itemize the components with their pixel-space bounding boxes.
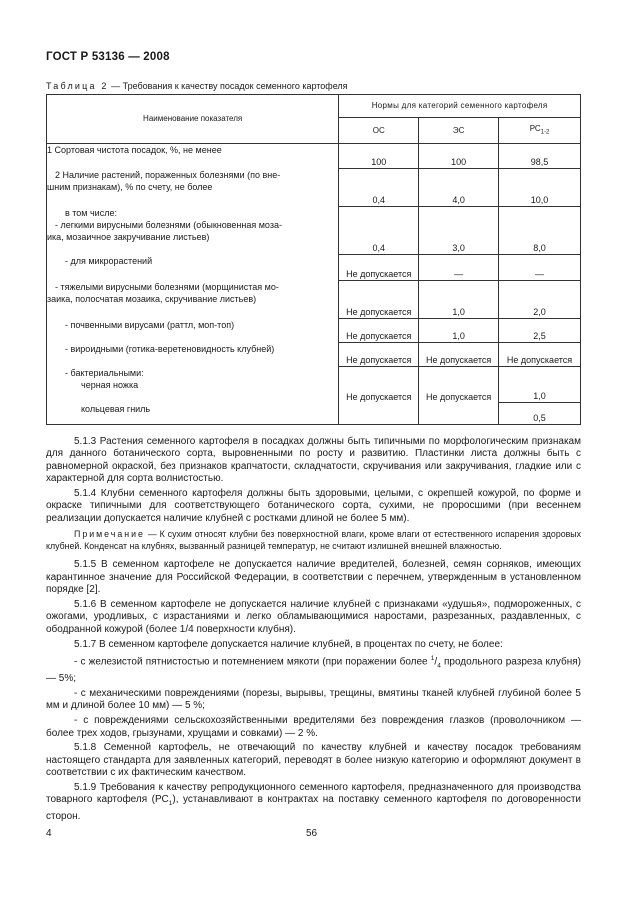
paragraph-5-1-6: 5.1.6 В семенном картофеле не допускается наличие клубней с признаками «удушья», подмороженных, с ожогами, уродливых, с израстаниями и легко обламывающимися наростами, разрезанных, раздавленных, с ободранной кожурой (более 1/4 поверхности клубня).: [46, 599, 581, 635]
cell-os: Не допускается: [339, 367, 419, 403]
subscript: 1: [168, 800, 173, 808]
row-label-line: кольцевая гниль: [81, 403, 151, 414]
paragraph-5-1-8: 5.1.8 Семенной картофель, не отвечающий по качеству клубней и качеству посадок требованиям настоящего стандарта для заявленных категорий, переводят в более низкую категорию и оформляют документ в соответствии с их фактическим качеством.: [46, 742, 581, 779]
cell-es: 100: [419, 144, 499, 169]
table-caption-label: Таблица 2: [46, 81, 109, 91]
cell-os: Не допускается: [339, 343, 419, 367]
col-header-es: ЭС: [419, 118, 499, 144]
cell-rs: 2,5: [499, 319, 581, 343]
note-text: — К сухим относят клубни без поверхностной влаги, кроме влаги от естественного испарения здоровых клубней. Конденсат на клубнях, вызванный разницей температур, не считают излишней внешней влажностью.: [46, 529, 581, 551]
row-label-line: черная ножка: [81, 379, 139, 390]
cell-os: Не допускается: [339, 255, 419, 281]
col-header-norms: Нормы для категорий семенного картофеля: [339, 95, 581, 118]
row-label: [47, 255, 339, 281]
note: [46, 529, 581, 552]
fraction-denominator: 4: [437, 662, 441, 670]
row-label-line: - вироидными (готика-веретеновидность клубней): [65, 343, 275, 354]
cell-es: 4,0: [419, 169, 499, 207]
cell-rs: 1,0: [499, 367, 581, 403]
table-row: [47, 367, 581, 403]
document-header: ГОСТ Р 53136 — 2008: [46, 51, 170, 63]
cell-rs: —: [499, 255, 581, 281]
fraction-numerator: 1: [430, 655, 435, 663]
row-label: [47, 319, 339, 343]
col-header-os: ОС: [339, 118, 419, 144]
cell-rs: 98,5: [499, 144, 581, 169]
table-row: [47, 319, 581, 343]
cell-rs: 0,5: [499, 403, 581, 425]
paragraph-text: 5.1.9 Требования к качеству репродукционного семенного картофеля, предназначенного для производства товарного картофеля (РС: [46, 781, 581, 806]
row-label: [47, 169, 339, 207]
cell-os: 0,4: [339, 169, 419, 207]
page-number-center: 56: [306, 828, 318, 839]
table-row: [47, 343, 581, 367]
row-label: [47, 281, 339, 319]
list-item: - с железистой пятнистостью и потемнением мякоти (при поражении более $^1/_4$ продольного разреза клубня) — 5%;: [46, 655, 581, 685]
row-label-line: шним признакам), % по счету, не более: [47, 181, 213, 192]
cell-es: 3,0: [419, 207, 499, 255]
col-header-rs: [499, 118, 581, 144]
paragraph-5-1-4: 5.1.4 Клубни семенного картофеля должны быть здоровыми, целыми, с окрепшей кожурой, по форме и окраске типичными для соответствующего ботанического сорта, сухими, не проросшими (при весеннем реализации допускается наличие клубней с ростками длиной не более 5 мм).: [46, 488, 581, 524]
row-label-line: ика, мозаичное закручивание листьев): [47, 231, 210, 242]
row-label-line: 2 Наличие растений, пораженных болезнями (по вне-: [55, 169, 281, 180]
cell-os: [339, 403, 419, 425]
list-item: - с механическими повреждениями (порезы, вырывы, трещины, вмятины тканей клубней глубиной более 5 мм и длиной более 10 мм) — 5 %;: [46, 687, 581, 712]
cell-os: Не допускается: [339, 319, 419, 343]
table-row: [47, 255, 581, 281]
cell-es: 1,0: [419, 281, 499, 319]
cell-es: [419, 403, 499, 425]
body-text: [46, 436, 581, 826]
row-label: [47, 343, 339, 367]
cell-es: Не допускается: [419, 343, 499, 367]
cell-rs: 2,0: [499, 281, 581, 319]
cell-os: Не допускается: [339, 281, 419, 319]
rs-sub: 1-2: [540, 129, 550, 136]
table-row: [47, 403, 581, 425]
paragraph-text: ), устанавливают в контрактах на поставку семенного картофеля по договоренности сторон.: [46, 794, 581, 822]
list-item: - с повреждениями сельскохозяйственными вредителями без повреждения глазков (проволочником — более трех ходов, грызунами, хрущами и совками) — 2 %.: [46, 715, 581, 739]
col-header-name: Наименование показателя: [47, 95, 339, 144]
cell-rs: 8,0: [499, 207, 581, 255]
paragraph-5-1-7: 5.1.7 В семенном картофеле допускается наличие клубней, в процентах по счету, не более:: [74, 638, 503, 650]
row-label-line: - бактериальными:: [65, 367, 144, 378]
paragraph-5-1-5: 5.1.5 В семенном картофеле не допускается наличие вредителей, болезней, семян сорняков, имеющих карантинное значение для Российской Федерации, в соответствии с перечнем, утвержденным в установленном порядке [2].: [46, 559, 581, 596]
cell-rs: Не допускается: [499, 343, 581, 367]
table-row: [47, 144, 581, 169]
row-label: [47, 207, 339, 255]
row-label-line: в том числе:: [65, 207, 117, 218]
row-label: 1 Сортовая чистота посадок, %, не менее: [47, 144, 339, 169]
table-row: [47, 207, 581, 255]
page-number-left: 4: [46, 828, 52, 839]
cell-os: 100: [339, 144, 419, 169]
cell-os: 0,4: [339, 207, 419, 255]
row-label: [47, 367, 339, 403]
rs-base: РС: [529, 123, 541, 133]
list-item-text: продольного разреза клубня) — 5%;: [46, 656, 581, 685]
requirements-table: [46, 94, 581, 425]
table-caption: [46, 81, 348, 91]
list-item-text: - с железистой пятнистостью и потемнением мякоти (при поражении более: [74, 656, 431, 668]
cell-rs: 10,0: [499, 169, 581, 207]
row-label-line: - тяжелыми вирусными болезнями (морщинистая мо-: [55, 281, 279, 292]
cell-es: 1,0: [419, 319, 499, 343]
table-caption-text: — Требования к качеству посадок семенного картофеля: [108, 81, 348, 91]
paragraph-5-1-9: [46, 782, 581, 823]
cell-es: —: [419, 255, 499, 281]
note-label: Примечание: [74, 529, 145, 540]
paragraph-5-1-3: 5.1.3 Растения семенного картофеля в посадках должны быть типичными по морфологическим признакам для данного ботанического сорта, выровненными по росту и развитию. Пластинки листа должны быть с равномерной окраской, без признаков крапчатости, складчатости, скручивания или закручивания, гладкие или с характерной для сорта волнистостью.: [46, 436, 581, 485]
row-label-line: - почвенными вирусами (раттл, моп-топ): [65, 319, 235, 330]
table-row: [47, 281, 581, 319]
row-label-line: - для микрорастений: [65, 255, 153, 266]
row-label: [47, 403, 339, 425]
cell-es: Не допускается: [419, 367, 499, 403]
table-row: [47, 169, 581, 207]
row-label-line: заика, полосчатая мозаика, скручивание листьев): [47, 293, 257, 304]
row-label-line: - легкими вирусными болезнями (обыкновенная моза-: [55, 219, 282, 230]
